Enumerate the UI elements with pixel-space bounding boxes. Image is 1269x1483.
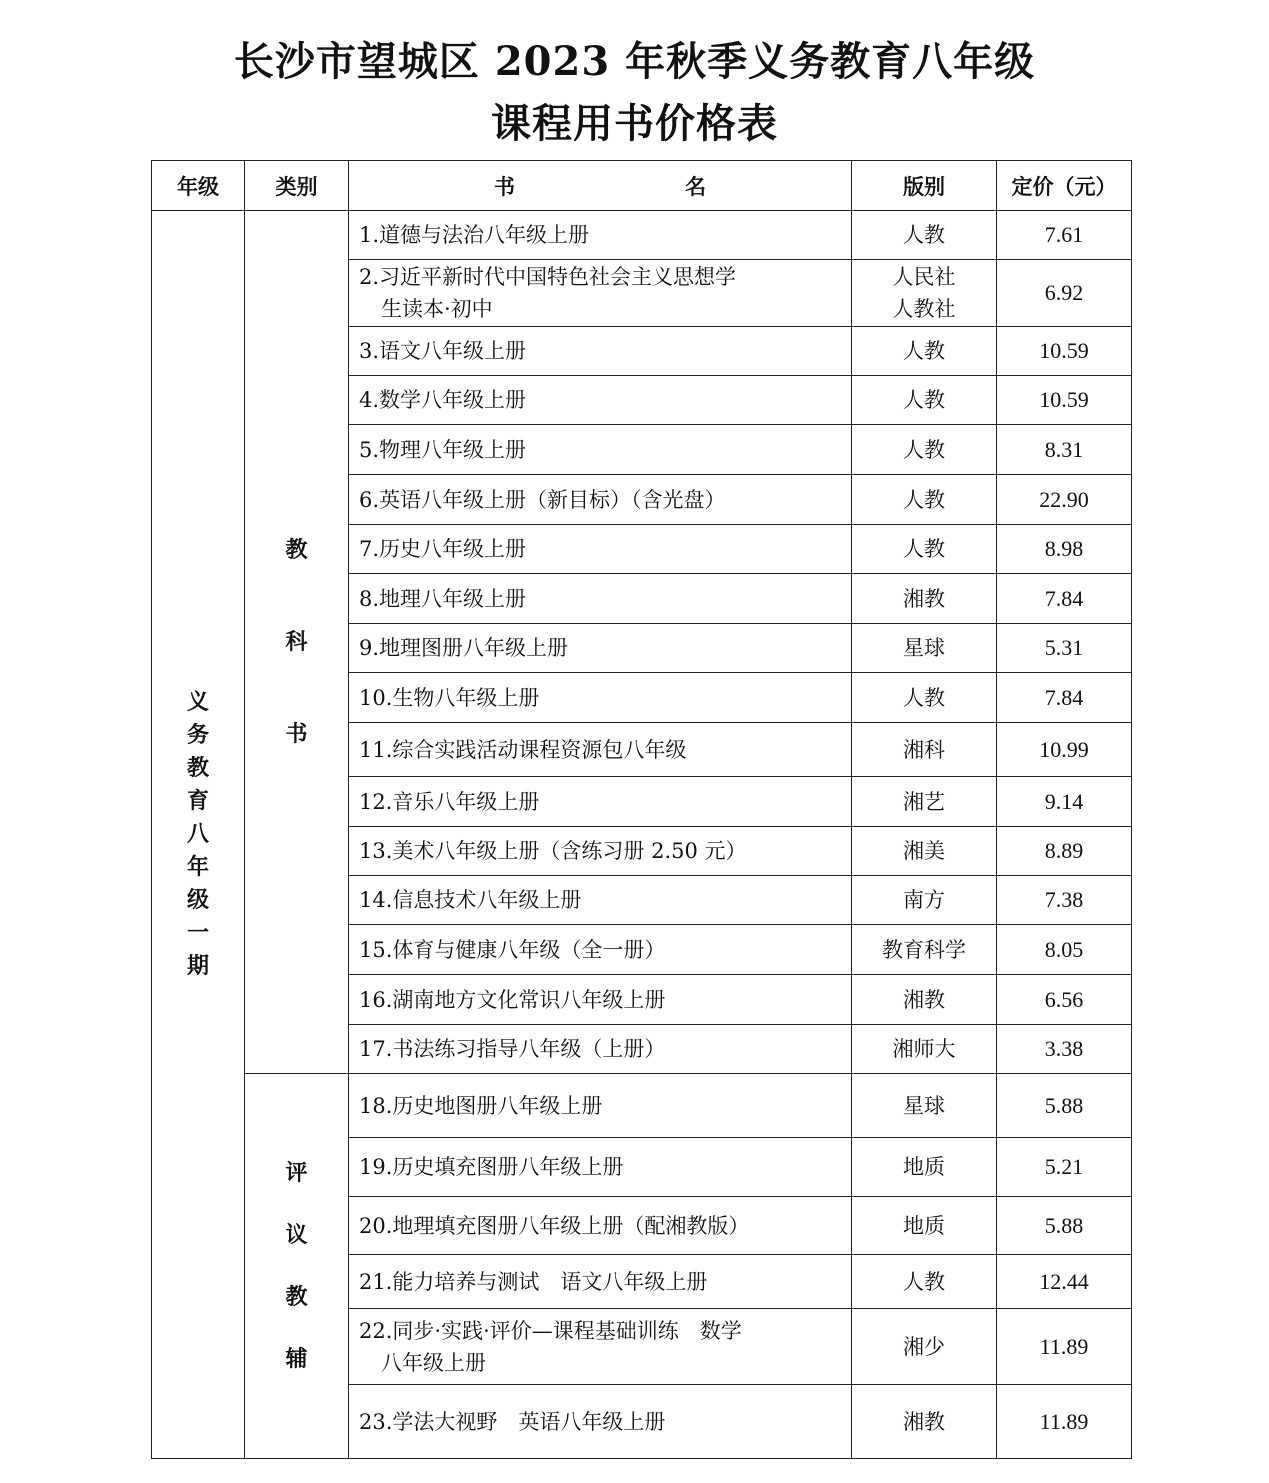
table-row: [152, 211, 1132, 260]
edition: 湘科: [903, 737, 945, 762]
grade-cell-char: 教: [186, 755, 209, 781]
price-table: [151, 160, 1132, 1459]
edition-line2: 人教社: [892, 297, 956, 321]
book-name-cell: [349, 1025, 852, 1074]
edition: 人教: [903, 537, 945, 561]
price-cell: 7.84: [997, 574, 1132, 624]
book-name: 2.习近平新时代中国特色社会主义思想学: [359, 265, 737, 289]
price-cell: 5.21: [997, 1138, 1132, 1197]
book-name: 7.历史八年级上册: [359, 537, 527, 561]
book-name-cell: [349, 1197, 852, 1255]
edition-cell: [852, 574, 997, 624]
edition-cell: [852, 211, 997, 260]
edition: 湘师大: [892, 1037, 956, 1061]
edition-cell: [852, 327, 997, 376]
category-textbook-cell-char: 科: [285, 629, 308, 655]
category-textbook-cell: [245, 211, 349, 1074]
book-name: 14.信息技术八年级上册: [359, 888, 582, 912]
category-aux-cell-char: 议: [285, 1222, 308, 1248]
grade-cell-char: 务: [186, 722, 209, 748]
price-cell: 8.31: [997, 425, 1132, 475]
price-cell: 3.38: [997, 1025, 1132, 1074]
edition-cell: [852, 475, 997, 525]
edition: 人民社: [892, 265, 956, 289]
price-cell: 7.84: [997, 673, 1132, 723]
edition: 湘少: [903, 1334, 945, 1359]
book-name: 8.地理八年级上册: [359, 586, 527, 611]
category-aux-cell-char: 辅: [285, 1346, 308, 1372]
price-cell: 7.38: [997, 876, 1132, 925]
price-cell: 9.14: [997, 777, 1132, 827]
book-name-line2: 八年级上册: [381, 1350, 486, 1375]
edition-cell: [852, 1385, 997, 1459]
page-title: 长沙市望城区 2023 年秋季义务教育八年级: [233, 38, 1036, 85]
book-name: 18.历史地图册八年级上册: [359, 1093, 603, 1118]
book-name: 6.英语八年级上册（新目标）（含光盘）: [359, 487, 726, 512]
book-name: 10.生物八年级上册: [359, 685, 540, 710]
book-name: 20.地理填充图册八年级上册（配湘教版）: [359, 1213, 750, 1238]
edition: 人教: [903, 388, 945, 412]
price-cell: 8.98: [997, 525, 1132, 574]
table-row: [152, 1074, 1132, 1138]
book-name: 15.体育与健康八年级（全一册）: [359, 937, 666, 962]
price-cell: 7.61: [997, 211, 1132, 260]
header-grade: 年级: [152, 161, 245, 211]
book-name-cell: [349, 425, 852, 475]
book-name-cell: [349, 777, 852, 827]
edition: 湘艺: [903, 789, 945, 814]
edition-cell: [852, 1255, 997, 1309]
edition: 湘美: [903, 839, 945, 863]
book-name: 11.综合实践活动课程资源包八年级: [359, 737, 687, 762]
price-cell: 10.99: [997, 723, 1132, 777]
grade-cell-char: 育: [186, 788, 209, 814]
book-name: 16.湖南地方文化常识八年级上册: [359, 987, 666, 1012]
edition-cell: [852, 673, 997, 723]
category-aux-cell-char: 评: [285, 1160, 308, 1186]
edition: 星球: [903, 1093, 945, 1118]
edition: 人教: [903, 685, 945, 710]
book-name-cell: [349, 1074, 852, 1138]
book-name: 5.物理八年级上册: [359, 437, 527, 462]
edition: 湘教: [903, 1409, 945, 1434]
book-name: 19.历史填充图册八年级上册: [359, 1155, 624, 1179]
category-textbook-cell-char: 书: [285, 721, 308, 747]
category-aux-cell-char: 教: [285, 1284, 308, 1310]
book-name-cell: [349, 723, 852, 777]
book-name-cell: [349, 525, 852, 574]
edition-cell: [852, 876, 997, 925]
price-cell: 12.44: [997, 1255, 1132, 1309]
edition: 人教: [903, 223, 945, 247]
header-edition: 版别: [852, 161, 997, 211]
header-name-a: 书: [494, 173, 515, 199]
book-name-cell: [349, 1385, 852, 1459]
book-name: 17.书法练习指导八年级（上册）: [359, 1037, 666, 1061]
price-cell: 10.59: [997, 327, 1132, 376]
price-cell: 22.90: [997, 475, 1132, 525]
price-cell: 8.05: [997, 925, 1132, 975]
edition: 湘教: [903, 987, 945, 1012]
grade-cell-char: 期: [186, 953, 209, 979]
price-cell: 5.31: [997, 624, 1132, 673]
price-cell: 6.92: [997, 260, 1132, 327]
edition: 人教: [903, 339, 945, 363]
book-name-cell: [349, 574, 852, 624]
grade-cell: [152, 211, 245, 1459]
page-subtitle: 课程用书价格表: [491, 100, 778, 147]
price-cell: 6.56: [997, 975, 1132, 1025]
category-aux-cell: [245, 1074, 349, 1459]
edition-cell: [852, 975, 997, 1025]
book-name-cell: [349, 1309, 852, 1385]
edition: 人教: [903, 437, 945, 462]
book-name: 9.地理图册八年级上册: [359, 636, 569, 660]
price-cell: 5.88: [997, 1197, 1132, 1255]
book-name: 22.同步·实践·评价—课程基础训练 数学: [359, 1318, 742, 1343]
category-textbook-cell-char: 教: [285, 537, 308, 563]
book-name-cell: [349, 827, 852, 876]
book-name: 3.语文八年级上册: [359, 339, 527, 363]
price-cell: 5.88: [997, 1074, 1132, 1138]
header-book-name: [349, 161, 852, 211]
edition: 教育科学: [882, 937, 966, 962]
edition-cell: [852, 376, 997, 425]
book-name: 13.美术八年级上册（含练习册 2.50 元）: [359, 839, 747, 863]
edition-cell: [852, 1074, 997, 1138]
header-category: 类别: [245, 161, 349, 211]
book-name-cell: [349, 876, 852, 925]
book-name-cell: [349, 376, 852, 425]
book-name: 4.数学八年级上册: [359, 388, 527, 412]
price-cell: 10.59: [997, 376, 1132, 425]
grade-cell-char: 义: [186, 689, 209, 715]
book-name-cell: [349, 673, 852, 723]
grade-cell-char: 一: [186, 920, 209, 946]
header-name-b: 名: [685, 173, 706, 199]
book-name: 23.学法大视野 英语八年级上册: [359, 1409, 666, 1434]
edition-cell: [852, 425, 997, 475]
book-name: 1.道德与法治八年级上册: [359, 223, 590, 247]
header-row: [152, 161, 1132, 211]
book-name-cell: [349, 1255, 852, 1309]
book-name: 21.能力培养与测试 语文八年级上册: [359, 1269, 708, 1294]
book-name-cell: [349, 624, 852, 673]
grade-cell-char: 年: [186, 854, 209, 880]
edition: 南方: [903, 888, 945, 912]
book-name-cell: [349, 925, 852, 975]
edition: 星球: [903, 636, 945, 660]
book-name-cell: [349, 1138, 852, 1197]
edition-cell: [852, 624, 997, 673]
price-cell: 11.89: [997, 1309, 1132, 1385]
edition-cell: [852, 1197, 997, 1255]
price-cell: 8.89: [997, 827, 1132, 876]
book-name: 12.音乐八年级上册: [359, 789, 540, 814]
price-cell: 11.89: [997, 1385, 1132, 1459]
edition: 地质: [903, 1155, 945, 1179]
grade-cell-char: 八: [186, 821, 209, 847]
book-name-cell: [349, 260, 852, 327]
book-name-line2: 生读本·初中: [381, 297, 493, 321]
edition-cell: [852, 827, 997, 876]
header-price: 定价（元）: [997, 161, 1132, 211]
book-name-cell: [349, 475, 852, 525]
edition: 人教: [903, 487, 945, 512]
edition-cell: [852, 925, 997, 975]
edition: 地质: [903, 1213, 945, 1238]
edition-cell: [852, 1309, 997, 1385]
edition-cell: [852, 260, 997, 327]
grade-cell-char: 级: [186, 887, 209, 913]
edition: 湘教: [903, 586, 945, 611]
book-name-cell: [349, 975, 852, 1025]
edition: 人教: [903, 1269, 945, 1294]
edition-cell: [852, 1025, 997, 1074]
edition-cell: [852, 1138, 997, 1197]
edition-cell: [852, 777, 997, 827]
book-name-cell: [349, 327, 852, 376]
book-name-cell: [349, 211, 852, 260]
edition-cell: [852, 723, 997, 777]
edition-cell: [852, 525, 997, 574]
